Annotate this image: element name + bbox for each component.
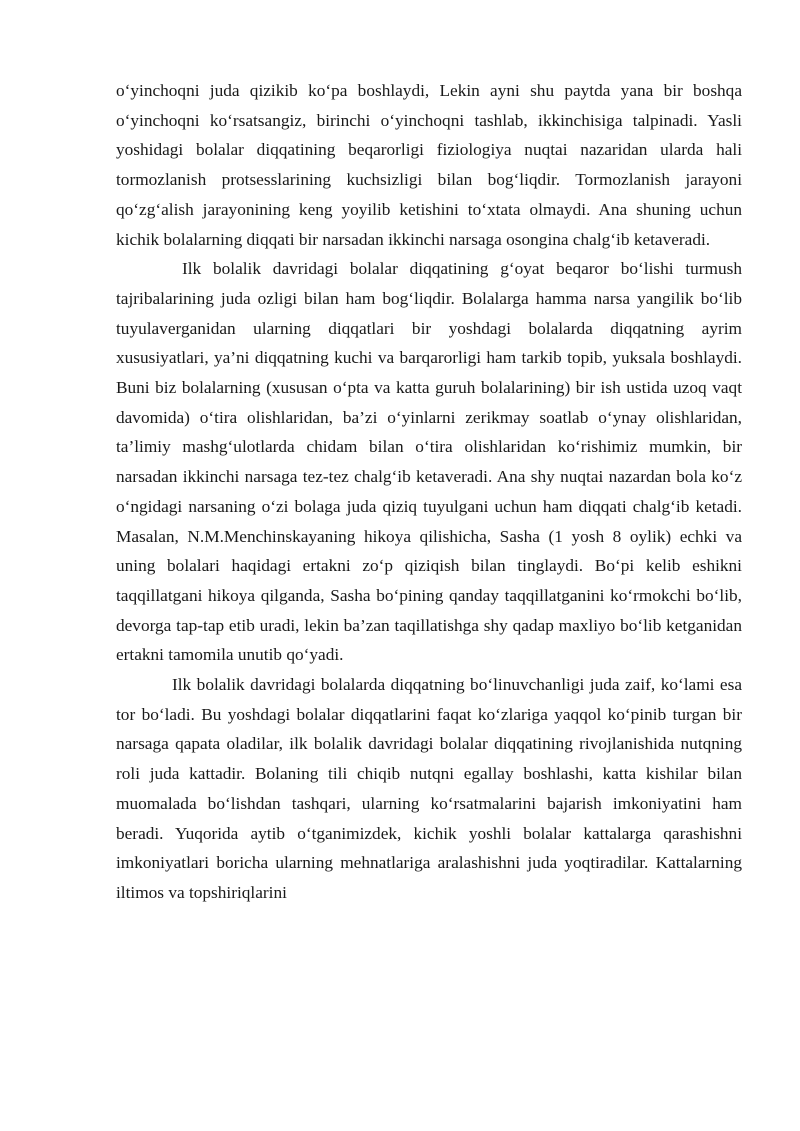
paragraph-3: Ilk bolalik davridagi bolalarda diqqatning bo‘linuvchanligi juda zaif, ko‘lami esa tor bo‘ladi. Bu yoshdagi bolalar diqqatlarini faqat ko‘zlariga yaqqol ko‘pinib turgan bir narsaga qapata oladilar, ilk bolalik davridagi bolalar diqqatining rivojlanishida nutqning roli juda kattadir. Bolaning tili chiqib nutqni egallay boshlashi, katta kishilar bilan muomalada bo‘lishdan tashqari, ularning ko‘rsatmalarini bajarish imkoniyatini ham beradi. Yuqorida aytib o‘tganimizdek, kichik yoshli bolalar kattalarga qarashishni imkoniyatlari boricha ularning mehnatlariga aralashishni juda yoqtiradilar. Kattalarning iltimos va topshiriqlarini bbox=[116, 675, 742, 902]
paragraph-2: Ilk bolalik davridagi bolalar diqqatining g‘oyat beqaror bo‘lishi turmush tajribalarining juda ozligi bilan ham bog‘liqdir. Bolalarga hamma narsa yangilik bo‘lib tuyulaverganidan ularning diqqatlari bir yoshdagi bolalarda diqqatning ayrim xususiyatlari, ya’ni diqqatning kuchi va barqarorligi ham tarkib topib, yuksala boshlaydi. Buni biz bolalarning (xususan o‘pta va katta guruh bolalarining) bir ish ustida uzoq vaqt davomida) o‘tira olishlaridan, ba’zi o‘yinlarni zerikmay soatlab o‘ynay olishlaridan, ta’limiy mashg‘ulotlarda chidam bilan o‘tira olishlaridan ko‘rishimiz mumkin, bir narsadan ikkinchi narsaga tez-tez chalg‘ib ketaveradi. Ana shy nuqtai nazardan bola ko‘z o‘ngidagi narsaning o‘zi bolaga juda qiziq tuyulgani uchun ham diqqati chalg‘ib ketadi. Masalan, N.M.Menchinskayaning hikoya qilishicha, Sasha (1 yosh 8 oylik) echki va uning bolalari haqidagi ertakni zo‘p qiziqish bilan tinglaydi. Bo‘pi kelib eshikni taqqillatgani hikoya qilganda, Sasha bo‘pining qanday taqqillatganini ko‘rmokchi bo‘lib, devorga tap-tap etib uradi, lekin ba’zan taqillatishga shy qadap maxliyo bo‘lib ketganidan ertakni tamomila unutib qo‘yadi. bbox=[116, 259, 742, 665]
paragraph-1: o‘yinchoqni juda qizikib ko‘pa boshlaydi, Lekin ayni shu paytda yana bir boshqa o‘yinchoqni ko‘rsatsangiz, birinchi o‘yinchoqni tashlab, ikkinchisiga talpinadi. Yasli yoshidagi bolalar diqqatining beqarorligi fiziologiya nuqtai nazaridan ularda hali tormozlanish protsesslarining kuchsizligi bilan bog‘liqdir. Tormozlanish jarayoni qo‘zg‘alish jarayonining keng yoyilib ketishini to‘xtata olmaydi. Ana shuning uchun kichik bolalarning diqqati bir narsadan ikkinchi narsaga osongina chalg‘ib ketaveradi. bbox=[116, 81, 742, 249]
document-page bbox=[116, 76, 742, 908]
